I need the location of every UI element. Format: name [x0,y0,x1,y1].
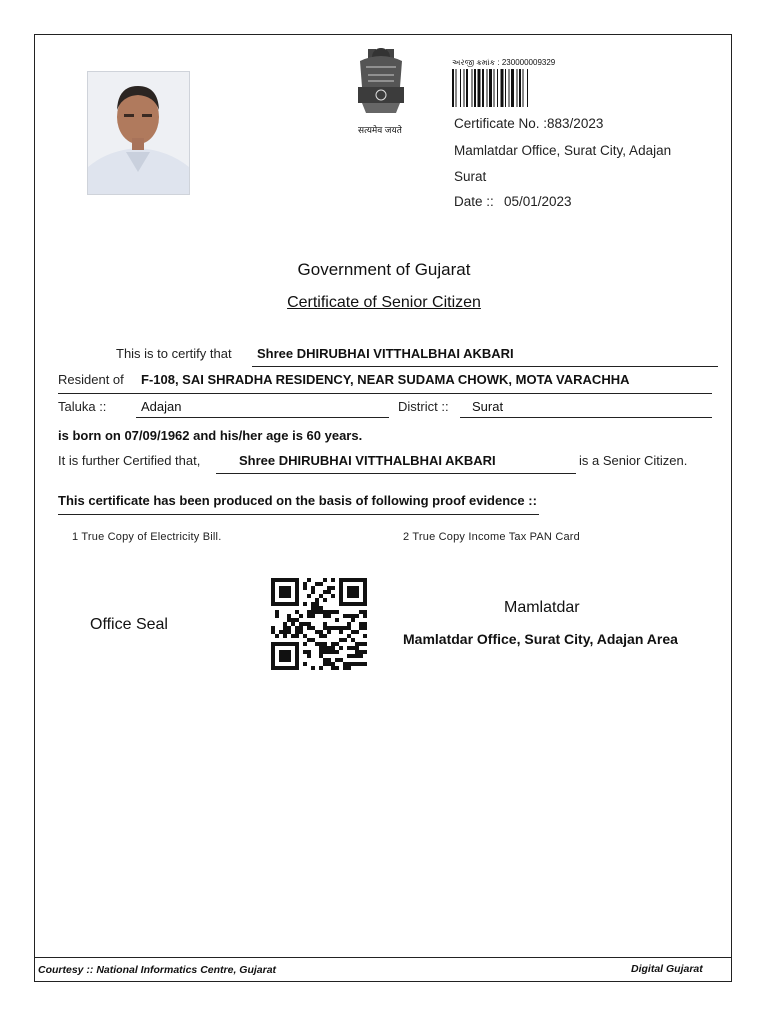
applicant-photo [87,71,190,195]
taluka-label: Taluka :: [58,399,107,414]
date-label: Date :: [454,194,494,209]
taluka-value: Adajan [141,399,182,414]
barcode-number: અરજી ક્રમાંક : 230000009329 [452,58,556,67]
barcode-icon [452,69,566,107]
senior-suffix: is a Senior Citizen. [579,453,688,468]
further-name: Shree DHIRUBHAI VITTHALBHAI AKBARI [239,453,496,468]
resident-address: F-108, SAI SHRADHA RESIDENCY, NEAR SUDAMA CHOWK, MOTA VARACHHA [141,372,630,387]
date-value: 05/01/2023 [504,194,572,209]
footer-brand: Digital Gujarat [631,963,703,975]
office-seal-label: Office Seal [90,616,168,633]
district-label: District :: [398,399,449,414]
footer-courtesy: Courtesy :: National Informatics Centre, Gujarat [38,964,277,976]
office-line-1: Mamlatdar Office, Surat City, Adajan [454,143,672,158]
resident-label: Resident of [58,372,124,387]
proof-heading: This certificate has been produced on the basis of following proof evidence :: [58,493,537,508]
signatory-office: Mamlatdar Office, Surat City, Adajan Area [403,631,678,647]
certify-label: This is to certify that [116,346,232,361]
certify-underline [252,366,718,367]
proof-underline [58,514,539,515]
qr-code-icon [271,578,367,670]
district-underline [460,417,712,418]
born-statement: is born on 07/09/1962 and his/her age is 60 years. [58,428,363,443]
further-label: It is further Certified that, [58,453,201,468]
taluka-underline [136,417,389,418]
further-underline [216,473,576,474]
certify-name: Shree DHIRUBHAI VITTHALBHAI AKBARI [257,346,514,361]
national-emblem-icon [350,47,412,135]
emblem-motto: सत्यमेव जयते [358,125,402,135]
district-value: Surat [472,399,504,414]
proof-item-1: 1 True Copy of Electricity Bill. [72,531,222,543]
government-title: Government of Gujarat [297,260,471,279]
signatory-designation: Mamlatdar [504,599,580,616]
certificate-number: Certificate No. :883/2023 [454,116,604,131]
certificate-title: Certificate of Senior Citizen [287,294,481,311]
footer-divider [34,957,732,958]
office-line-2: Surat [454,169,487,184]
resident-underline [58,393,712,394]
proof-item-2: 2 True Copy Income Tax PAN Card [403,531,580,543]
